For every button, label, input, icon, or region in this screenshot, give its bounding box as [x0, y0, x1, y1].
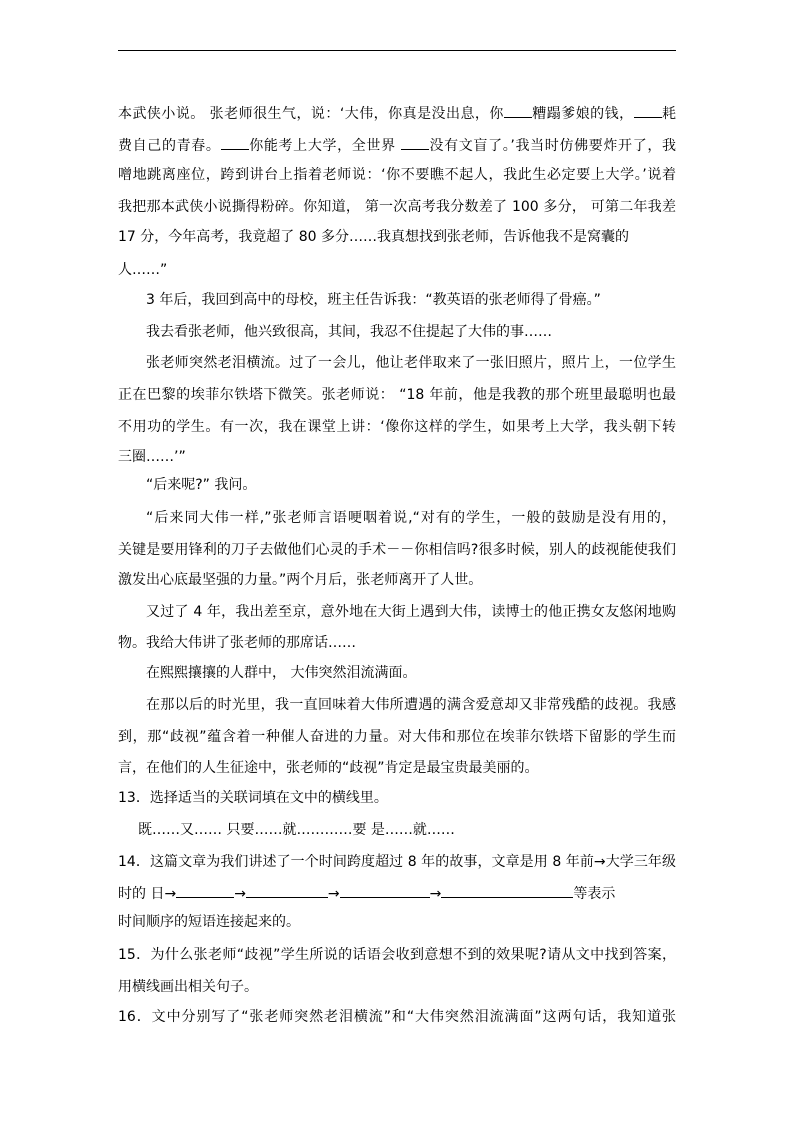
text-line — [118, 260, 676, 280]
text-segment: 不用功的学生。有一次，我在课堂上讲：‘像你这样的学生，如果考上大学，我头朝下转 — [118, 419, 676, 435]
text-segment: 糟蹋爹娘的钱， — [531, 106, 634, 122]
text-line — [118, 417, 676, 437]
text-line — [118, 883, 676, 903]
text-line — [118, 103, 676, 123]
text-segment: 14．这篇文章为我们讲述了一个时间跨度超过 8 年的故事，文章是用 8 年前→大学三年级 — [118, 854, 676, 870]
text-line — [118, 912, 676, 932]
text-line — [118, 227, 676, 247]
text-line — [118, 758, 676, 778]
text-segment: 我去看张老师，他兴致很高，其间，我忍不住提起了大伟的事…… — [146, 324, 552, 340]
text-line — [118, 1007, 676, 1027]
text-segment: 费自己的青春。 — [118, 138, 221, 154]
fill-in-blank[interactable] — [246, 883, 328, 898]
text-segment: 耗 — [661, 106, 677, 122]
fill-in-blank[interactable] — [176, 883, 234, 898]
text-segment: → — [234, 886, 246, 902]
text-line — [118, 695, 676, 715]
text-segment: 13．选择适当的关联词填在文中的横线里。 — [118, 790, 388, 806]
text-segment: “后来同大伟一样,”张老师言语哽咽着说,“对有的学生，一般的鼓励是没有用的， — [146, 510, 676, 526]
text-segment: 没有文盲了。’我当时仿佛要炸开了，我 — [428, 138, 676, 154]
text-segment: 三圈……’” — [118, 449, 186, 465]
fill-in-blank[interactable] — [504, 103, 532, 118]
text-segment: 言，在他们的人生征途中，张老师的“歧视”肯定是最宝贵最美丽的。 — [118, 760, 539, 776]
text-line — [118, 570, 676, 590]
text-line — [118, 663, 676, 683]
text-line — [118, 788, 676, 808]
text-line — [118, 197, 676, 217]
text-line — [118, 385, 676, 405]
text-line — [118, 852, 676, 872]
text-line — [118, 135, 676, 155]
text-line — [118, 602, 676, 622]
fill-in-blank[interactable] — [441, 883, 573, 898]
text-segment: 物。我给大伟讲了张老师的那席话…… — [118, 635, 356, 651]
text-segment: 正在巴黎的埃菲尔铁塔下微笑。张老师说： “18 年前，他是我教的那个班里最聪明也最 — [118, 387, 676, 403]
text-line — [118, 727, 676, 747]
header-rule — [118, 50, 676, 51]
text-segment: 本武侠小说。 张老师很生气，说：‘大伟，你真是没出息，你 — [118, 106, 504, 122]
text-line — [118, 508, 676, 528]
text-line — [118, 945, 676, 965]
fill-in-blank[interactable] — [401, 135, 429, 150]
text-segment: 用横线画出相关句子。 — [118, 979, 258, 995]
text-segment: 又过了 4 年，我出差至京，意外地在大街上遇到大伟，读博士的他正携女友悠闲地购 — [146, 604, 676, 620]
text-segment: 3 年后，我回到高中的母校，班主任告诉我：“教英语的张老师得了骨癌。” — [146, 292, 601, 308]
text-line — [118, 633, 676, 653]
fill-in-blank[interactable] — [340, 883, 430, 898]
text-segment: 时的 日→ — [118, 886, 177, 902]
text-line — [118, 447, 676, 467]
text-segment: 噌地跳离座位，跨到讲台上指着老师说：‘你不要瞧不起人，我此生必定要上大学。’说着 — [118, 167, 676, 183]
text-line — [118, 820, 676, 840]
text-line — [118, 322, 676, 342]
text-segment: 关键是要用锋利的刀子去做他们心灵的手术－－你相信吗?很多时候，别人的歧视能使我们 — [118, 542, 676, 558]
text-segment: 16．文中分别写了“张老师突然老泪横流”和“大伟突然泪流满面”这两句话，我知道张 — [118, 1009, 676, 1025]
text-line — [118, 540, 676, 560]
text-segment: → — [429, 886, 442, 902]
fill-in-blank[interactable] — [221, 135, 249, 150]
text-segment: 到，那“歧视”蕴含着一种催人奋进的力量。对大伟和那位在埃菲尔铁塔下留影的学生而 — [118, 729, 676, 745]
text-line — [118, 290, 676, 310]
fill-in-blank[interactable] — [634, 103, 662, 118]
text-segment: 等表示 — [573, 886, 616, 902]
text-line — [118, 475, 676, 495]
text-segment: 既……又…… 只要……就…………要 是……就…… — [138, 822, 455, 838]
text-segment: 15．为什么张老师“歧视”学生所说的话语会收到意想不到的效果呢?请从文中找到答案， — [118, 947, 676, 963]
text-line — [118, 977, 676, 997]
text-segment: 17 分，今年高考，我竟超了 80 多分……我真想找到张老师，告诉他我不是窝囊的 — [118, 229, 629, 245]
text-segment: 时间顺序的短语连接起来的。 — [118, 914, 300, 930]
text-segment: 我把那本武侠小说撕得粉碎。你知道， 第一次高考我分数差了 100 多分， 可第二年我差 — [118, 199, 676, 215]
text-segment: 在熙熙攘攘的人群中， 大伟突然泪流满面。 — [146, 665, 417, 681]
text-line — [118, 353, 676, 373]
text-segment: “后来呢?” 我问。 — [146, 477, 257, 493]
text-line — [118, 165, 676, 185]
text-segment: 人……” — [118, 262, 168, 278]
text-segment: 你能考上大学，全世界 — [248, 138, 401, 154]
text-segment: 在那以后的时光里，我一直回味着大伟所遭遇的满含爱意却又非常残酷的歧视。我感 — [146, 697, 676, 713]
text-segment: → — [327, 886, 340, 902]
text-segment: 张老师突然老泪横流。过了一会儿，他让老伴取来了一张旧照片，照片上，一位学生 — [146, 355, 676, 371]
text-segment: 激发出心底最坚强的力量。”两个月后，张老师离开了人世。 — [118, 572, 483, 588]
